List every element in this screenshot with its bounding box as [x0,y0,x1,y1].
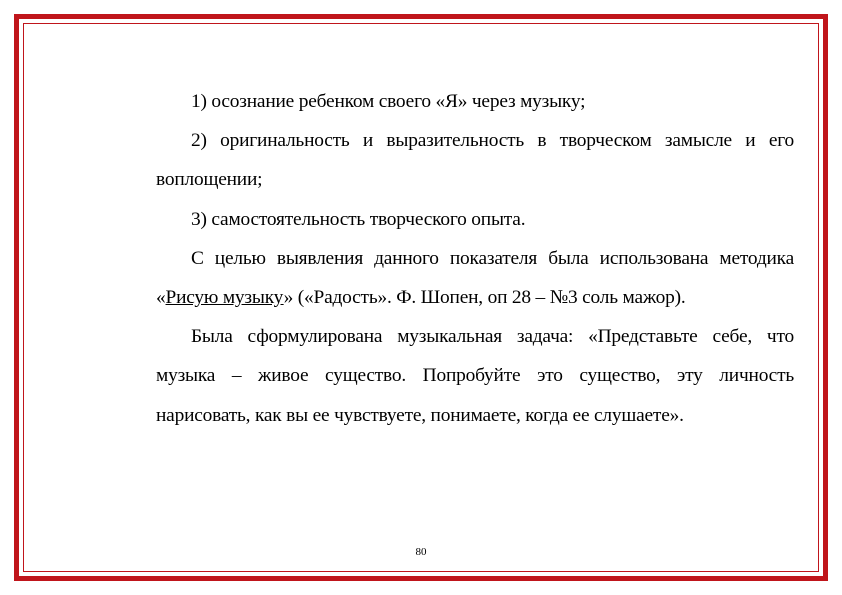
paragraph-criterion-1: 1) осознание ребенком своего «Я» через музыку; [191,91,586,112]
page-number: 80 [415,546,427,558]
paragraph-task: Была сформулирована музыкальная задача: «Представьте себе, что музыка – живое существо. Попробуйте это существо, эту личность нарисовать, как вы ее чувствуете, понимаете, когда ее слушаете». [156,326,794,426]
paragraph-criterion-3: 3) самостоятельность творческого опыта. [191,208,526,230]
document-body [156,82,794,435]
method-text-start: С целью выявления данного показателя была использована методика « [156,247,794,309]
paragraph-method [156,239,794,317]
method-title-underlined: Рисую музыку [165,287,284,309]
method-text-end: » («Радость». Ф. Шопен, оп 28 – №3 соль мажор). [283,287,686,309]
paragraph-criterion-2: 2) оригинальность и выразительность в творческом замысле и его воплощении; [156,130,794,191]
